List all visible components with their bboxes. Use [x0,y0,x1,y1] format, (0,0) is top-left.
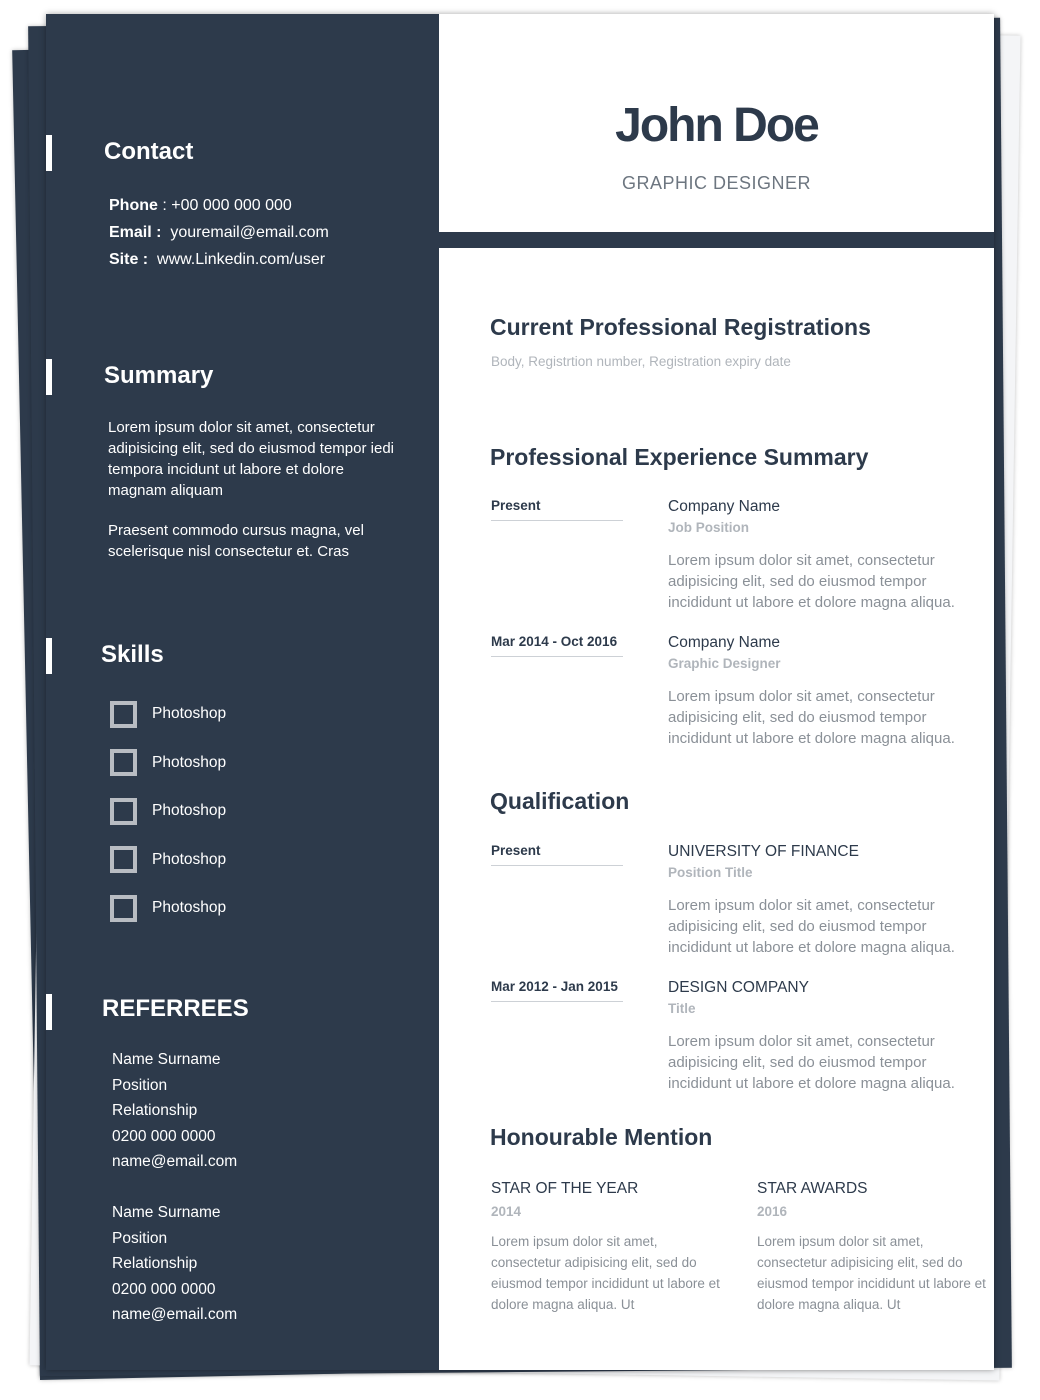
entry-description: Lorem ipsum dolor sit amet, consectetur adipisicing elit, sed do eiusmod tempor incididunt ut labore et dolore magna aliqua. [668,1033,955,1092]
section-marker [46,359,52,395]
skill-label: Photoshop [152,705,227,723]
section-marker [46,135,52,171]
qualification-entry [491,979,991,1104]
entry-organization: UNIVERSITY OF FINANCE [668,843,859,860]
email-value: youremail@email.com [170,224,329,241]
summary-paragraph: Praesent commodo cursus magna, vel scelerisque nisl consectetur et. Cras [108,522,364,560]
referee-position: Position [112,1229,168,1247]
checkbox-icon [110,846,137,873]
site-label: Site : [109,251,149,268]
skill-label: Photoshop [152,753,227,771]
award-year: 2014 [491,1204,522,1219]
candidate-title: GRAPHIC DESIGNER [621,173,812,193]
experience-heading: Professional Experience Summary [490,444,869,470]
checkbox-icon [110,895,137,922]
qualification-heading: Qualification [490,788,630,814]
entry-date: Mar 2012 - Jan 2015 [491,979,623,1002]
contact-heading: Contact [104,138,194,165]
candidate-name: John Doe [615,99,818,152]
referee-phone: 0200 000 0000 [112,1127,216,1145]
award-title: STAR AWARDS [757,1180,868,1197]
contact-site [109,251,325,269]
honours-heading: Honourable Mention [490,1124,713,1150]
entry-role: Title [668,1001,696,1016]
section-marker [46,638,52,674]
phone-label: Phone [109,197,158,214]
entry-role: Graphic Designer [668,656,781,671]
award-item [757,1180,987,1315]
checkbox-icon [110,701,137,728]
contact-email [109,224,329,242]
registrations-note: Body, Registrtion number, Registration expiry date [491,354,791,369]
entry-date: Present [491,498,623,521]
header-divider [439,232,994,248]
entry-organization: DESIGN COMPANY [668,979,809,996]
registrations-heading: Current Professional Registrations [490,314,871,340]
email-label: Email : [109,224,162,241]
award-year: 2016 [757,1204,788,1219]
summary-heading: Summary [104,362,214,389]
referee-name: Name Surname [112,1204,221,1221]
experience-entry [491,498,991,623]
referee-email: name@email.com [112,1306,238,1323]
entry-description: Lorem ipsum dolor sit amet, consectetur adipisicing elit, sed do eiusmod tempor incididunt ut labore et dolore magna aliqua. [668,552,955,611]
entry-date: Present [491,843,623,866]
checkbox-icon [110,798,137,825]
referee-name: Name Surname [112,1051,221,1068]
skill-item [110,884,226,933]
skill-label: Photoshop [152,899,227,917]
skill-label: Photoshop [152,802,227,820]
skill-label: Photoshop [152,850,227,868]
qualification-entry [491,843,991,968]
referees-heading: REFERREES [102,995,249,1022]
summary-paragraph: Lorem ipsum dolor sit amet, consectetur adipisicing elit, sed do eiusmod tempor iedi tempora incidunt ut labore et dolore magnam aliquam [108,419,394,499]
award-description: Lorem ipsum dolor sit amet, consectetur adipisicing elit, sed do eiusmod tempor incididunt ut labore et dolore magna aliqua. Ut [757,1234,986,1312]
award-description: Lorem ipsum dolor sit amet, consectetur adipisicing elit, sed do eiusmod tempor incididunt ut labore et dolore magna aliqua. Ut [491,1234,720,1312]
entry-organization: Company Name [668,634,780,651]
referee-relationship: Relationship [112,1255,198,1272]
experience-entry [491,634,991,759]
referee-relationship: Relationship [112,1102,198,1119]
entry-organization: Company Name [668,498,780,515]
entry-description: Lorem ipsum dolor sit amet, consectetur adipisicing elit, sed do eiusmod tempor incididunt ut labore et dolore magna aliqua. [668,897,955,956]
entry-role: Position Title [668,865,753,880]
skill-item [110,690,226,739]
referee-position: Position [112,1076,168,1094]
referee-phone: 0200 000 0000 [112,1280,216,1298]
checkbox-icon [110,749,137,776]
referee-block [112,1200,237,1328]
site-value: www.Linkedin.com/user [157,251,326,268]
sidebar [46,14,439,1370]
entry-description: Lorem ipsum dolor sit amet, consectetur adipisicing elit, sed do eiusmod tempor incididunt ut labore et dolore magna aliqua. [668,688,955,747]
skills-list [110,690,226,933]
resume-page [46,14,994,1370]
entry-role: Job Position [668,520,749,535]
contact-phone [109,197,292,215]
referee-email: name@email.com [112,1153,238,1170]
award-item [491,1180,721,1315]
skill-item [110,836,226,885]
entry-date: Mar 2014 - Oct 2016 [491,634,623,657]
skill-item [110,739,226,788]
award-title: STAR OF THE YEAR [491,1180,639,1197]
referee-block [112,1047,237,1175]
section-marker [46,994,52,1030]
skills-heading: Skills [101,641,164,668]
phone-value: : +00 000 000 000 [157,197,292,214]
skill-item [110,787,226,836]
